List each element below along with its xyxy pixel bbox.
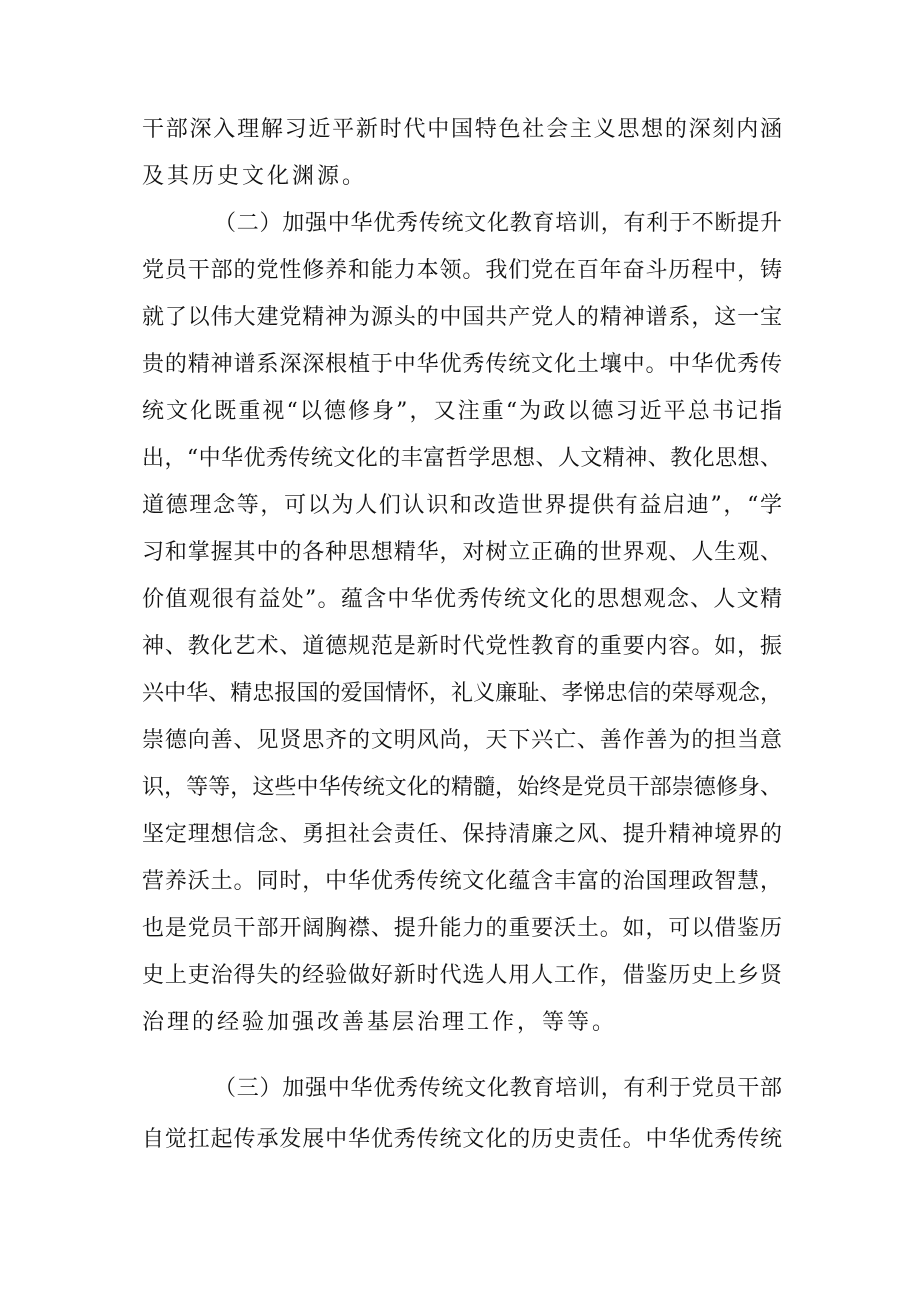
text-line: 坚定理想信念、勇担社会责任、保持清廉之风、提升精神境界的 — [142, 822, 782, 847]
paragraph-heading-3: （三）加强中华优秀传统文化教育培训，有利于党员干部 — [214, 1076, 782, 1101]
text-line: 干部深入理解习近平新时代中国特色社会主义思想的深刻内涵 — [142, 117, 782, 142]
text-line: 党员干部的党性修养和能力本领。我们党在百年奋斗历程中，铸 — [142, 258, 782, 283]
text-line: 道德理念等，可以为人们认识和改造世界提供有益启迪”，“学 — [142, 493, 782, 518]
text-line: 就了以伟大建党精神为源头的中国共产党人的精神谱系，这一宝 — [142, 305, 782, 330]
text-line: 史上吏治得失的经验做好新时代选人用人工作，借鉴历史上乡贤 — [142, 963, 782, 988]
text-line: 习和掌握其中的各种思想精华，对树立正确的世界观、人生观、 — [142, 540, 782, 565]
text-line: 及其历史文化渊源。 — [142, 164, 368, 189]
text-line: 价值观很有益处”。蕴含中华优秀传统文化的思想观念、人文精 — [142, 587, 782, 612]
text-line: 贵的精神谱系深深根植于中华优秀传统文化土壤中。中华优秀传 — [142, 352, 782, 377]
text-line: 崇德向善、见贤思齐的文明风尚，天下兴亡、善作善为的担当意 — [142, 728, 782, 753]
text-line: 统文化既重视“以德修身”，又注重“为政以德习近平总书记指 — [142, 399, 782, 424]
paragraph-heading-2: （二）加强中华优秀传统文化教育培训，有利于不断提升 — [214, 211, 782, 236]
text-line: 也是党员干部开阔胸襟、提升能力的重要沃土。如，可以借鉴历 — [142, 916, 782, 941]
text-line: 治理的经验加强改善基层治理工作，等等。 — [142, 1010, 618, 1035]
text-line: 神、教化艺术、道德规范是新时代党性教育的重要内容。如，振 — [142, 634, 782, 659]
text-line: 营养沃土。同时，中华优秀传统文化蕴含丰富的治国理政智慧， — [142, 869, 782, 894]
text-line: 识，等等，这些中华传统文化的精髓，始终是党员干部崇德修身、 — [142, 775, 782, 800]
text-line: 兴中华、精忠报国的爱国情怀，礼义廉耻、孝悌忠信的荣辱观念， — [142, 681, 782, 706]
text-line: 自觉扛起传承发展中华优秀传统文化的历史责任。中华优秀传统 — [142, 1127, 782, 1152]
text-line: 出，“中华优秀传统文化的丰富哲学思想、人文精神、教化思想、 — [142, 446, 782, 471]
